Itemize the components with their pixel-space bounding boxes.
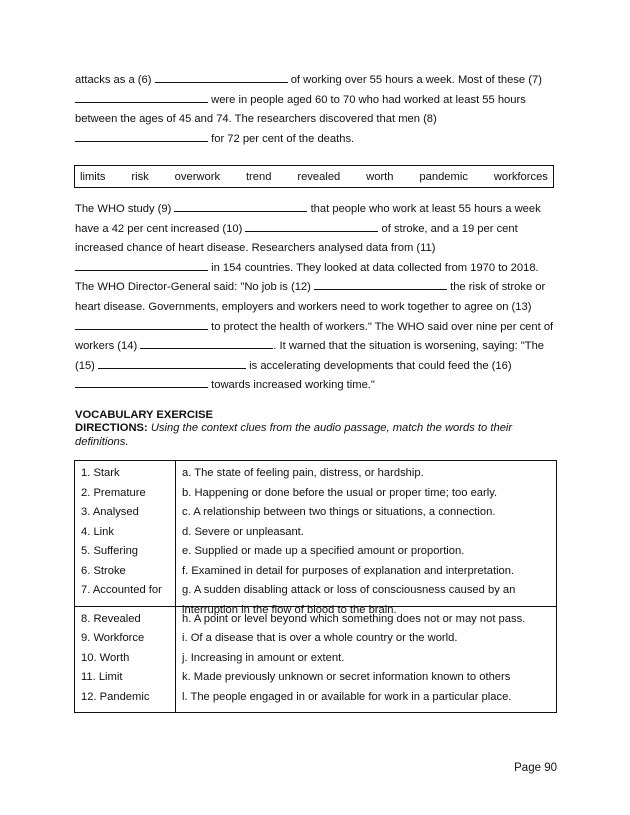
term: 8. Revealed: [81, 612, 141, 625]
passage-line: for 72 per cent of the deaths.: [75, 130, 557, 150]
passage-line: (15) is accelerating developments that could feed the (16): [75, 359, 512, 372]
word-bank-item: workforces: [493, 170, 548, 183]
definition: i. Of a disease that is over a whole country or the world.: [182, 632, 458, 644]
answer-blank-12[interactable]: [314, 279, 447, 290]
passage-line: were in people aged 60 to 70 who had worked at least 55 hours: [75, 91, 557, 111]
definition: f. Examined in detail for purposes of explanation and interpretation.: [182, 564, 515, 577]
definition: g. A sudden disabling attack or loss of consciousness caused by an interruption in the flow of blood to the brain.: [182, 584, 516, 616]
vocabulary-matching-table: [74, 460, 557, 713]
word-bank-item: risk: [131, 170, 149, 183]
term: 12. Pandemic: [81, 690, 150, 703]
answer-blank-6[interactable]: [155, 72, 288, 83]
definitions-cell: [176, 606, 557, 713]
passage-line: have a 42 per cent increased (10) of stroke, and a 19 per cent: [75, 222, 518, 235]
vocabulary-exercise-title: VOCABULARY EXERCISE: [75, 409, 214, 421]
directions-text: Using the context clues from the audio passage, match the words to their definitions.: [75, 422, 513, 448]
definition: b. Happening or done before the usual or proper time; too early.: [182, 486, 498, 499]
answer-blank-9[interactable]: [174, 201, 307, 212]
terms-cell: [75, 606, 176, 713]
answer-blank-11[interactable]: [75, 260, 208, 271]
passage-top: [75, 71, 557, 149]
term: 11. Limit: [81, 671, 123, 683]
definition: k. Made previously unknown or secret information known to others: [182, 671, 511, 683]
term: 4. Link: [81, 525, 114, 538]
definition: d. Severe or unpleasant.: [182, 525, 304, 538]
term: 7. Accounted for: [81, 584, 162, 596]
passage-line: The WHO Director-General said: "No job is (12) the risk of stroke or: [75, 281, 546, 294]
answer-blank-15[interactable]: [98, 358, 246, 369]
definition: e. Supplied or made up a specified amount or proportion.: [182, 545, 465, 557]
term: 5. Suffering: [81, 545, 139, 557]
answer-blank-14[interactable]: [140, 338, 273, 349]
terms-cell: [75, 461, 176, 607]
definition: h. A point or level beyond which something does not or may not pass.: [182, 612, 526, 625]
word-bank-item: pandemic: [419, 170, 468, 183]
word-bank-item: worth: [366, 170, 394, 183]
passage-line: between the ages of 45 and 74. The researchers discovered that men (8): [75, 113, 437, 126]
passage-line: towards increased working time.": [75, 376, 557, 396]
definition: j. Increasing in amount or extent.: [182, 651, 345, 664]
answer-blank-10[interactable]: [245, 221, 378, 232]
word-bank-item: limits: [80, 170, 106, 183]
table-row: [75, 606, 557, 713]
passage-line: The WHO study (9) that people who work at least 55 hours a week: [75, 203, 541, 215]
term: 10. Worth: [81, 651, 130, 664]
passage-line: attacks as a (6) of working over 55 hours a week. Most of these (7): [75, 74, 542, 86]
word-bank-item: overwork: [174, 170, 221, 183]
page-number: Page 90: [514, 762, 557, 774]
directions-label: DIRECTIONS:: [75, 422, 148, 434]
passage-line: increased chance of heart disease. Researchers analysed data from (11): [75, 242, 436, 255]
definitions-cell: [176, 461, 557, 616]
word-bank: [74, 165, 554, 188]
passage-line: workers (14) . It warned that the situation is worsening, saying: "The: [75, 340, 545, 353]
passage-bottom: [75, 200, 557, 396]
term: 9. Workforce: [81, 632, 145, 644]
word-bank-item: revealed: [297, 170, 341, 183]
table-row: [75, 461, 557, 607]
answer-blank-7[interactable]: [75, 92, 208, 103]
word-bank-item: trend: [245, 170, 272, 183]
directions: [75, 422, 545, 449]
term: 1. Stark: [81, 467, 120, 479]
definition: c. A relationship between two things or situations, a connection.: [182, 506, 496, 518]
term: 2. Premature: [81, 486, 146, 499]
definition: l. The people engaged in or available for work in a particular place.: [182, 690, 512, 703]
passage-line: to protect the health of workers." The WHO said over nine per cent of: [75, 318, 557, 338]
term: 6. Stroke: [81, 564, 126, 577]
passage-line: heart disease. Governments, employers and workers need to work together to agree on (13): [75, 300, 532, 313]
answer-blank-16[interactable]: [75, 377, 208, 388]
passage-line: in 154 countries. They looked at data collected from 1970 to 2018.: [75, 259, 557, 279]
answer-blank-13[interactable]: [75, 319, 208, 330]
definition: a. The state of feeling pain, distress, or hardship.: [182, 467, 424, 479]
answer-blank-8[interactable]: [75, 131, 208, 142]
term: 3. Analysed: [81, 506, 139, 518]
